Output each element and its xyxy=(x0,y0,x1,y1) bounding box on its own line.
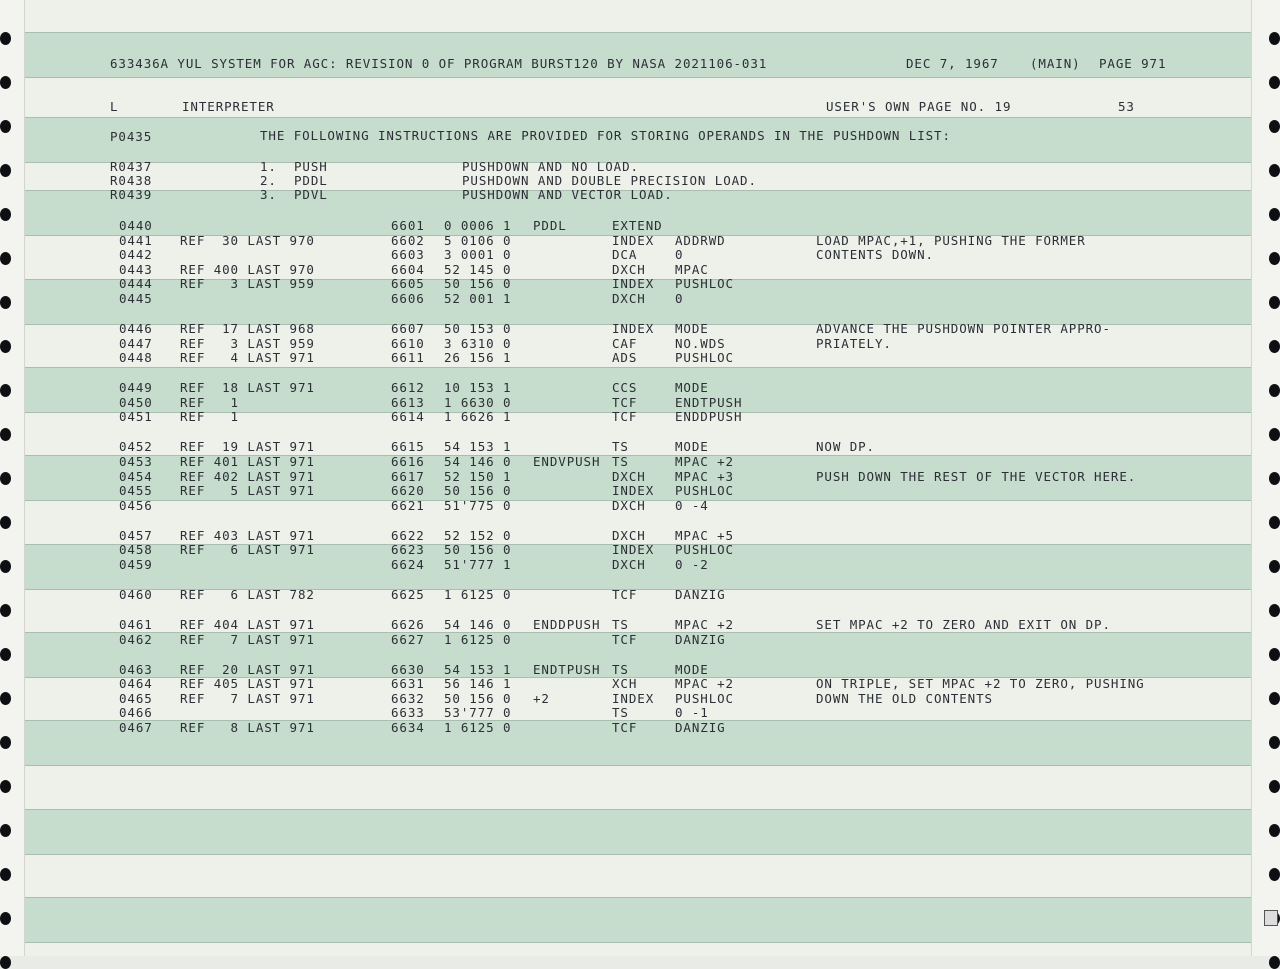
tractor-feed-hole xyxy=(0,648,11,661)
octal-code: 3 6310 0 xyxy=(444,335,512,351)
cross-reference: REF 18 LAST 971 xyxy=(180,380,315,396)
octal-code: 56 146 1 xyxy=(444,676,512,692)
address: 6614 xyxy=(391,409,425,425)
operand: MODE xyxy=(675,321,709,336)
opcode: DCA xyxy=(612,247,638,263)
card-number: 0466 xyxy=(119,705,153,721)
address: 6612 xyxy=(391,380,425,396)
operand: MPAC +2 xyxy=(675,676,734,692)
header-main: (MAIN) xyxy=(1030,56,1081,71)
remark-card: R0437 xyxy=(110,159,153,174)
card-number: 0440 xyxy=(119,218,153,233)
card-number: 0444 xyxy=(119,276,153,292)
tractor-feed-hole xyxy=(0,956,11,969)
address: 6633 xyxy=(391,705,425,721)
operand: 0 -4 xyxy=(675,497,709,513)
tractor-feed-hole xyxy=(1269,604,1280,617)
cross-reference: REF 7 LAST 971 xyxy=(180,690,315,706)
address: 6622 xyxy=(391,527,425,543)
tractor-feed-hole xyxy=(1269,340,1280,353)
users-page-no: USER'S OWN PAGE NO. 19 xyxy=(826,99,1012,114)
opcode: INDEX xyxy=(612,232,655,248)
opcode: INDEX xyxy=(612,483,655,499)
address: 6601 xyxy=(391,218,425,233)
octal-code: 1 6125 0 xyxy=(444,720,512,735)
address: 6632 xyxy=(391,690,425,706)
header-date: DEC 7, 1967 xyxy=(906,56,999,71)
tractor-feed-hole xyxy=(1269,648,1280,661)
operand: PUSHLOC xyxy=(675,690,734,706)
intro-text: THE FOLLOWING INSTRUCTIONS ARE PROVIDED FOR STORING OPERANDS IN THE PUSHDOWN LIST: xyxy=(260,128,951,143)
card-number: 0454 xyxy=(119,468,153,484)
tractor-feed-hole xyxy=(0,32,11,45)
cross-reference: REF 401 LAST 971 xyxy=(180,454,315,469)
card-number: 0467 xyxy=(119,720,153,735)
opcode: DXCH xyxy=(612,527,646,543)
operand: PUSHLOC xyxy=(675,350,734,366)
opcode: TS xyxy=(612,661,629,677)
tractor-feed-hole xyxy=(0,164,11,177)
address: 6606 xyxy=(391,291,425,306)
tractor-feed-hole xyxy=(0,604,11,617)
cross-reference: REF 1 xyxy=(180,409,239,425)
octal-code: 50 156 0 xyxy=(444,542,512,558)
comment: ADVANCE THE PUSHDOWN POINTER APPRO- xyxy=(816,321,1111,336)
tractor-feed-hole xyxy=(0,252,11,265)
opcode: DXCH xyxy=(612,291,646,306)
tractor-feed-hole xyxy=(1269,208,1280,221)
tractor-feed-hole xyxy=(0,384,11,397)
tractor-feed-hole xyxy=(0,868,11,881)
operand: 0 -2 xyxy=(675,557,709,572)
octal-code: 1 6626 1 xyxy=(444,409,512,425)
address: 6615 xyxy=(391,439,425,455)
right-tractor-strip xyxy=(1251,0,1280,956)
tractor-feed-hole xyxy=(0,560,11,573)
tractor-feed-hole xyxy=(1269,296,1280,309)
remark-desc: PUSHDOWN AND VECTOR LOAD. xyxy=(462,187,673,202)
card-number: 0461 xyxy=(119,617,153,632)
tractor-feed-hole xyxy=(1269,560,1280,573)
opcode: TCF xyxy=(612,394,638,410)
section-title: INTERPRETER xyxy=(182,99,275,114)
operand: 0 xyxy=(675,247,684,263)
cross-reference: REF 8 LAST 971 xyxy=(180,720,315,735)
tractor-feed-hole xyxy=(1269,516,1280,529)
operand: DANZIG xyxy=(675,631,726,647)
opcode: TCF xyxy=(612,631,638,647)
octal-code: 51'777 1 xyxy=(444,557,512,572)
address: 6617 xyxy=(391,468,425,484)
card-number: 0464 xyxy=(119,676,153,692)
tractor-feed-hole xyxy=(0,824,11,837)
label: ENDVPUSH xyxy=(533,454,601,469)
opcode: XCH xyxy=(612,676,638,692)
operand: ENDDPUSH xyxy=(675,409,743,425)
card-number: 0458 xyxy=(119,542,153,558)
opcode: TCF xyxy=(612,587,638,602)
operand: MPAC +3 xyxy=(675,468,734,484)
operand: MODE xyxy=(675,661,709,677)
octal-code: 54 153 1 xyxy=(444,439,512,455)
octal-code: 1 6630 0 xyxy=(444,394,512,410)
operand: NO.WDS xyxy=(675,335,726,351)
operand: 0 -1 xyxy=(675,705,709,721)
octal-code: 50 156 0 xyxy=(444,690,512,706)
opcode: TS xyxy=(612,705,629,721)
address: 6602 xyxy=(391,232,425,248)
tractor-feed-hole xyxy=(0,692,11,705)
remark-number: 1. xyxy=(260,159,277,174)
address: 6604 xyxy=(391,261,425,277)
log-letter: L xyxy=(110,99,119,114)
intro-card: P0435 xyxy=(110,129,153,144)
opcode: TCF xyxy=(612,409,638,425)
octal-code: 0 0006 1 xyxy=(444,218,512,233)
tractor-feed-hole xyxy=(0,912,11,925)
comment: LOAD MPAC,+1, PUSHING THE FORMER xyxy=(816,232,1086,248)
cross-reference: REF 4 LAST 971 xyxy=(180,350,315,366)
tractor-feed-hole xyxy=(1269,164,1280,177)
green-bar-band xyxy=(24,809,1252,855)
card-number: 0456 xyxy=(119,497,153,513)
address: 6625 xyxy=(391,587,425,602)
corner-mark xyxy=(1264,910,1278,926)
card-number: 0443 xyxy=(119,261,153,277)
green-bar-band xyxy=(24,32,1252,78)
tractor-feed-hole xyxy=(0,472,11,485)
address: 6627 xyxy=(391,631,425,647)
address: 6634 xyxy=(391,720,425,735)
card-number: 0460 xyxy=(119,587,153,602)
label: ENDDPUSH xyxy=(533,617,601,632)
octal-code: 5 0106 0 xyxy=(444,232,512,248)
tractor-feed-hole xyxy=(1269,736,1280,749)
address: 6630 xyxy=(391,661,425,677)
address: 6620 xyxy=(391,483,425,499)
cross-reference: REF 6 LAST 971 xyxy=(180,542,315,558)
card-number: 0449 xyxy=(119,380,153,396)
tractor-feed-hole xyxy=(1269,692,1280,705)
cross-reference: REF 404 LAST 971 xyxy=(180,617,315,632)
tractor-feed-hole xyxy=(1269,252,1280,265)
green-bar-band xyxy=(24,897,1252,943)
octal-code: 54 146 0 xyxy=(444,617,512,632)
cross-reference: REF 3 LAST 959 xyxy=(180,276,315,292)
opcode: INDEX xyxy=(612,276,655,292)
octal-code: 1 6125 0 xyxy=(444,587,512,602)
tractor-feed-hole xyxy=(0,120,11,133)
cross-reference: REF 5 LAST 971 xyxy=(180,483,315,499)
cross-reference: REF 1 xyxy=(180,394,239,410)
opcode: ADS xyxy=(612,350,638,366)
card-number: 0445 xyxy=(119,291,153,306)
tractor-feed-hole xyxy=(0,736,11,749)
octal-code: 52 145 0 xyxy=(444,261,512,277)
opcode: EXTEND xyxy=(612,218,663,233)
octal-code: 50 153 0 xyxy=(444,321,512,336)
card-number: 0452 xyxy=(119,439,153,455)
cross-reference: REF 405 LAST 971 xyxy=(180,676,315,692)
tractor-feed-hole xyxy=(1269,32,1280,45)
octal-code: 1 6125 0 xyxy=(444,631,512,647)
tractor-feed-hole xyxy=(1269,824,1280,837)
address: 6616 xyxy=(391,454,425,469)
opcode: DXCH xyxy=(612,557,646,572)
remark-op: PDDL xyxy=(294,173,328,188)
opcode: DXCH xyxy=(612,261,646,277)
header-page: PAGE 971 xyxy=(1099,56,1167,71)
cross-reference: REF 7 LAST 971 xyxy=(180,631,315,647)
opcode: INDEX xyxy=(612,321,655,336)
octal-code: 10 153 1 xyxy=(444,380,512,396)
address: 6626 xyxy=(391,617,425,632)
tractor-feed-hole xyxy=(1269,780,1280,793)
address: 6624 xyxy=(391,557,425,572)
address: 6623 xyxy=(391,542,425,558)
comment: DOWN THE OLD CONTENTS xyxy=(816,690,993,706)
operand: MPAC +5 xyxy=(675,527,734,543)
card-number: 0459 xyxy=(119,557,153,572)
address: 6603 xyxy=(391,247,425,263)
address: 6613 xyxy=(391,394,425,410)
operand: MPAC +2 xyxy=(675,617,734,632)
opcode: CAF xyxy=(612,335,638,351)
remark-desc: PUSHDOWN AND NO LOAD. xyxy=(462,159,639,174)
comment: PUSH DOWN THE REST OF THE VECTOR HERE. xyxy=(816,468,1137,484)
tractor-feed-hole xyxy=(0,296,11,309)
comment: ON TRIPLE, SET MPAC +2 TO ZERO, PUSHING xyxy=(816,676,1145,692)
tractor-feed-hole xyxy=(0,76,11,89)
remark-number: 3. xyxy=(260,187,277,202)
left-tractor-strip xyxy=(0,0,25,956)
card-number: 0451 xyxy=(119,409,153,425)
operand: MPAC xyxy=(675,261,709,277)
remark-op: PUSH xyxy=(294,159,328,174)
comment: SET MPAC +2 TO ZERO AND EXIT ON DP. xyxy=(816,617,1111,632)
address: 6631 xyxy=(391,676,425,692)
tractor-feed-hole xyxy=(0,208,11,221)
tractor-feed-hole xyxy=(1269,76,1280,89)
cross-reference: REF 30 LAST 970 xyxy=(180,232,315,248)
operand: ADDRWD xyxy=(675,232,726,248)
tractor-feed-hole xyxy=(0,516,11,529)
cross-reference: REF 6 LAST 782 xyxy=(180,587,315,602)
comment: CONTENTS DOWN. xyxy=(816,247,934,263)
card-number: 0453 xyxy=(119,454,153,469)
operand: PUSHLOC xyxy=(675,542,734,558)
octal-code: 54 153 1 xyxy=(444,661,512,677)
card-number: 0441 xyxy=(119,232,153,248)
octal-code: 50 156 0 xyxy=(444,276,512,292)
octal-code: 26 156 1 xyxy=(444,350,512,366)
remark-card: R0438 xyxy=(110,173,153,188)
card-number: 0446 xyxy=(119,321,153,336)
cross-reference: REF 19 LAST 971 xyxy=(180,439,315,455)
cross-reference: REF 402 LAST 971 xyxy=(180,468,315,484)
label: ENDTPUSH xyxy=(533,661,601,677)
cross-reference: REF 400 LAST 970 xyxy=(180,261,315,277)
opcode: TS xyxy=(612,439,629,455)
operand: 0 xyxy=(675,291,684,306)
octal-code: 51'775 0 xyxy=(444,497,512,513)
card-number: 0465 xyxy=(119,690,153,706)
operand: PUSHLOC xyxy=(675,483,734,499)
card-number: 0447 xyxy=(119,335,153,351)
octal-code: 54 146 0 xyxy=(444,454,512,469)
comment: PRIATELY. xyxy=(816,335,892,351)
opcode: INDEX xyxy=(612,542,655,558)
label: +2 xyxy=(533,690,550,706)
operand: ENDTPUSH xyxy=(675,394,743,410)
tractor-feed-hole xyxy=(1269,428,1280,441)
octal-code: 52 150 1 xyxy=(444,468,512,484)
cross-reference: REF 20 LAST 971 xyxy=(180,661,315,677)
opcode: TS xyxy=(612,617,629,632)
remark-number: 2. xyxy=(260,173,277,188)
opcode: TS xyxy=(612,454,629,469)
tractor-feed-hole xyxy=(1269,120,1280,133)
octal-code: 52 001 1 xyxy=(444,291,512,306)
cross-reference: REF 3 LAST 959 xyxy=(180,335,315,351)
tractor-feed-hole xyxy=(1269,868,1280,881)
address: 6605 xyxy=(391,276,425,292)
operand: MODE xyxy=(675,380,709,396)
operand: DANZIG xyxy=(675,720,726,735)
card-number: 0462 xyxy=(119,631,153,647)
card-number: 0448 xyxy=(119,350,153,366)
cross-reference: REF 403 LAST 971 xyxy=(180,527,315,543)
comment: NOW DP. xyxy=(816,439,875,455)
label: PDDL xyxy=(533,218,567,233)
remark-desc: PUSHDOWN AND DOUBLE PRECISION LOAD. xyxy=(462,173,757,188)
address: 6607 xyxy=(391,321,425,336)
remark-card: R0439 xyxy=(110,187,153,202)
card-number: 0463 xyxy=(119,661,153,677)
remark-op: PDVL xyxy=(294,187,328,202)
operand: PUSHLOC xyxy=(675,276,734,292)
octal-code: 50 156 0 xyxy=(444,483,512,499)
tractor-feed-hole xyxy=(0,340,11,353)
octal-code: 52 152 0 xyxy=(444,527,512,543)
tractor-feed-hole xyxy=(0,428,11,441)
opcode: DXCH xyxy=(612,468,646,484)
opcode: TCF xyxy=(612,720,638,735)
operand: MODE xyxy=(675,439,709,455)
card-number: 0450 xyxy=(119,394,153,410)
card-number: 0455 xyxy=(119,483,153,499)
octal-code: 3 0001 0 xyxy=(444,247,512,263)
cross-reference: REF 17 LAST 968 xyxy=(180,321,315,336)
address: 6610 xyxy=(391,335,425,351)
address: 6611 xyxy=(391,350,425,366)
header-title: 633436A YUL SYSTEM FOR AGC: REVISION 0 OF PROGRAM BURST120 BY NASA 2021106-031 xyxy=(110,56,768,71)
opcode: DXCH xyxy=(612,497,646,513)
tractor-feed-hole xyxy=(0,780,11,793)
tractor-feed-hole xyxy=(1269,956,1280,969)
tractor-feed-hole xyxy=(1269,472,1280,485)
page-code: 53 xyxy=(1118,99,1135,114)
address: 6621 xyxy=(391,497,425,513)
tractor-feed-hole xyxy=(1269,384,1280,397)
printout-page xyxy=(24,0,1252,956)
card-number: 0442 xyxy=(119,247,153,263)
opcode: CCS xyxy=(612,380,638,396)
operand: MPAC +2 xyxy=(675,454,734,469)
opcode: INDEX xyxy=(612,690,655,706)
operand: DANZIG xyxy=(675,587,726,602)
card-number: 0457 xyxy=(119,527,153,543)
octal-code: 53'777 0 xyxy=(444,705,512,721)
